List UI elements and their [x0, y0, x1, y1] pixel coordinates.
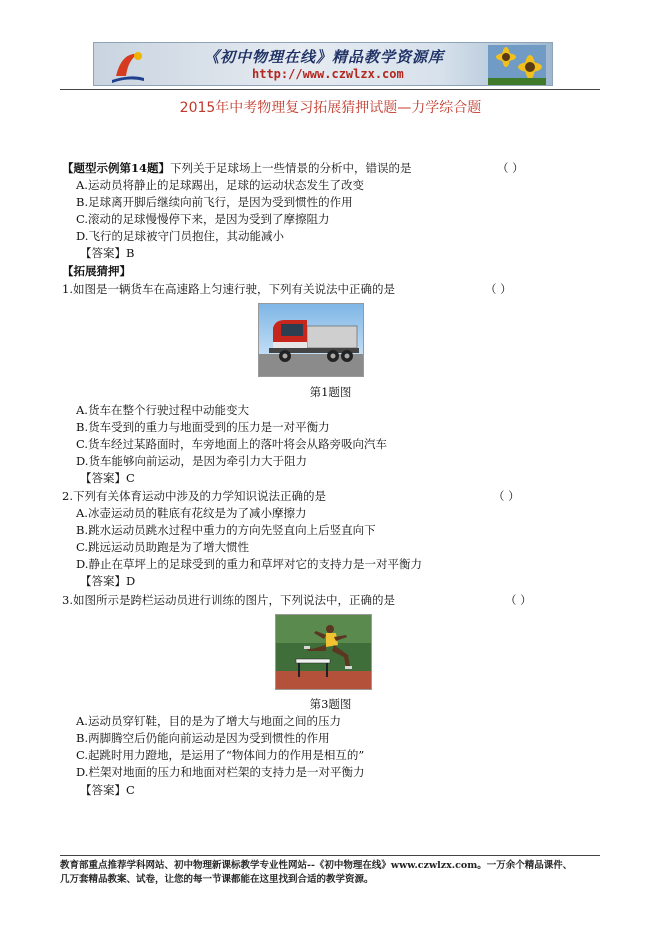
question-2-stem: 2.下列有关体育运动中涉及的力学知识说法正确的是 [62, 489, 326, 503]
hurdler-figure [275, 614, 372, 690]
example-label: 【题型示例第14题】 [62, 161, 171, 175]
question-1-caption: 第1题图 [309, 385, 352, 399]
example-answer: 【答案】B [80, 246, 135, 260]
question-1-answer-blank: （ ） [485, 282, 512, 296]
header-banner [93, 42, 553, 86]
example-question [62, 160, 412, 177]
example-option-c: C.滚动的足球慢慢停下来，是因为受到了摩擦阻力 [76, 212, 330, 226]
example-option-d: D.飞行的足球被守门员抱住，其动能减小 [76, 229, 284, 243]
question-1-option-a: A.货车在整个行驶过程中动能变大 [76, 403, 249, 417]
question-3-option-d: D.栏架对地面的压力和地面对栏架的支持力是一对平衡力 [76, 765, 365, 779]
question-2-option-a: A.冰壶运动员的鞋底有花纹是为了减小摩擦力 [76, 506, 307, 520]
site-logo-icon [108, 46, 148, 84]
question-2-option-d: D.静止在草坪上的足球受到的重力和草坪对它的支持力是一对平衡力 [76, 557, 422, 571]
question-2-answer-blank: （ ） [493, 489, 520, 503]
footer-line-1: 教育部重点推荐学科网站、初中物理新课标教学专业性网站--《初中物理在线》www.czwlzx.com。一万余个精品课件、 [60, 860, 573, 871]
question-3-option-a: A.运动员穿钉鞋，目的是为了增大与地面之间的压力 [76, 714, 341, 728]
question-1-answer: 【答案】C [80, 471, 135, 485]
footer-rule [60, 855, 600, 856]
question-3-stem: 3.如图所示是跨栏运动员进行训练的图片，下列说法中，正确的是 [62, 593, 395, 607]
hurdler-illustration-icon [276, 615, 371, 689]
question-1-stem: 1.如图是一辆货车在高速路上匀速行驶，下列有关说法中正确的是 [62, 282, 395, 296]
section-label: 【拓展猜押】 [62, 264, 131, 278]
question-1-option-b: B.货车受到的重力与地面受到的压力是一对平衡力 [76, 420, 330, 434]
banner-title: 《初中物理在线》精品教学资源库 [204, 48, 445, 66]
sunflower-icon [488, 45, 546, 85]
truck-figure [258, 303, 364, 377]
example-option-b: B.足球离开脚后继续向前飞行，是因为受到惯性的作用 [76, 195, 353, 209]
banner-url[interactable]: http://www.czwlzx.com [252, 67, 404, 81]
question-3-answer-blank: （ ） [505, 593, 532, 607]
question-2-option-c: C.跳远运动员助跑是为了增大惯性 [76, 540, 250, 554]
question-3-option-c: C.起跳时用力蹬地，是运用了“物体间力的作用是相互的” [76, 748, 365, 762]
question-3-answer: 【答案】C [80, 783, 135, 797]
example-option-a: A.运动员将静止的足球踢出，足球的运动状态发生了改变 [76, 178, 364, 192]
question-1-option-c: C.货车经过某路面时，车旁地面上的落叶将会从路旁吸向汽车 [76, 437, 388, 451]
truck-illustration-icon [259, 304, 363, 376]
example-stem: 下列关于足球场上一些情景的分析中，错误的是 [170, 161, 412, 175]
document-title: 2015年中考物理复习拓展猜押试题—力学综合题 [179, 100, 482, 116]
question-2-option-b: B.跳水运动员跳水过程中重力的方向先竖直向上后竖直向下 [76, 523, 376, 537]
example-answer-blank: （ ） [497, 161, 524, 175]
question-2-answer: 【答案】D [80, 574, 136, 588]
footer-line-2: 几万套精品教案、试卷，让您的每一节课都能在这里找到合适的教学资源。 [60, 874, 374, 885]
header-rule [60, 89, 600, 90]
question-1-option-d: D.货车能够向前运动，是因为牵引力大于阻力 [76, 454, 307, 468]
question-3-caption: 第3题图 [309, 697, 352, 711]
page-footer [60, 859, 620, 887]
question-3-option-b: B.两脚腾空后仍能向前运动是因为受到惯性的作用 [76, 731, 330, 745]
